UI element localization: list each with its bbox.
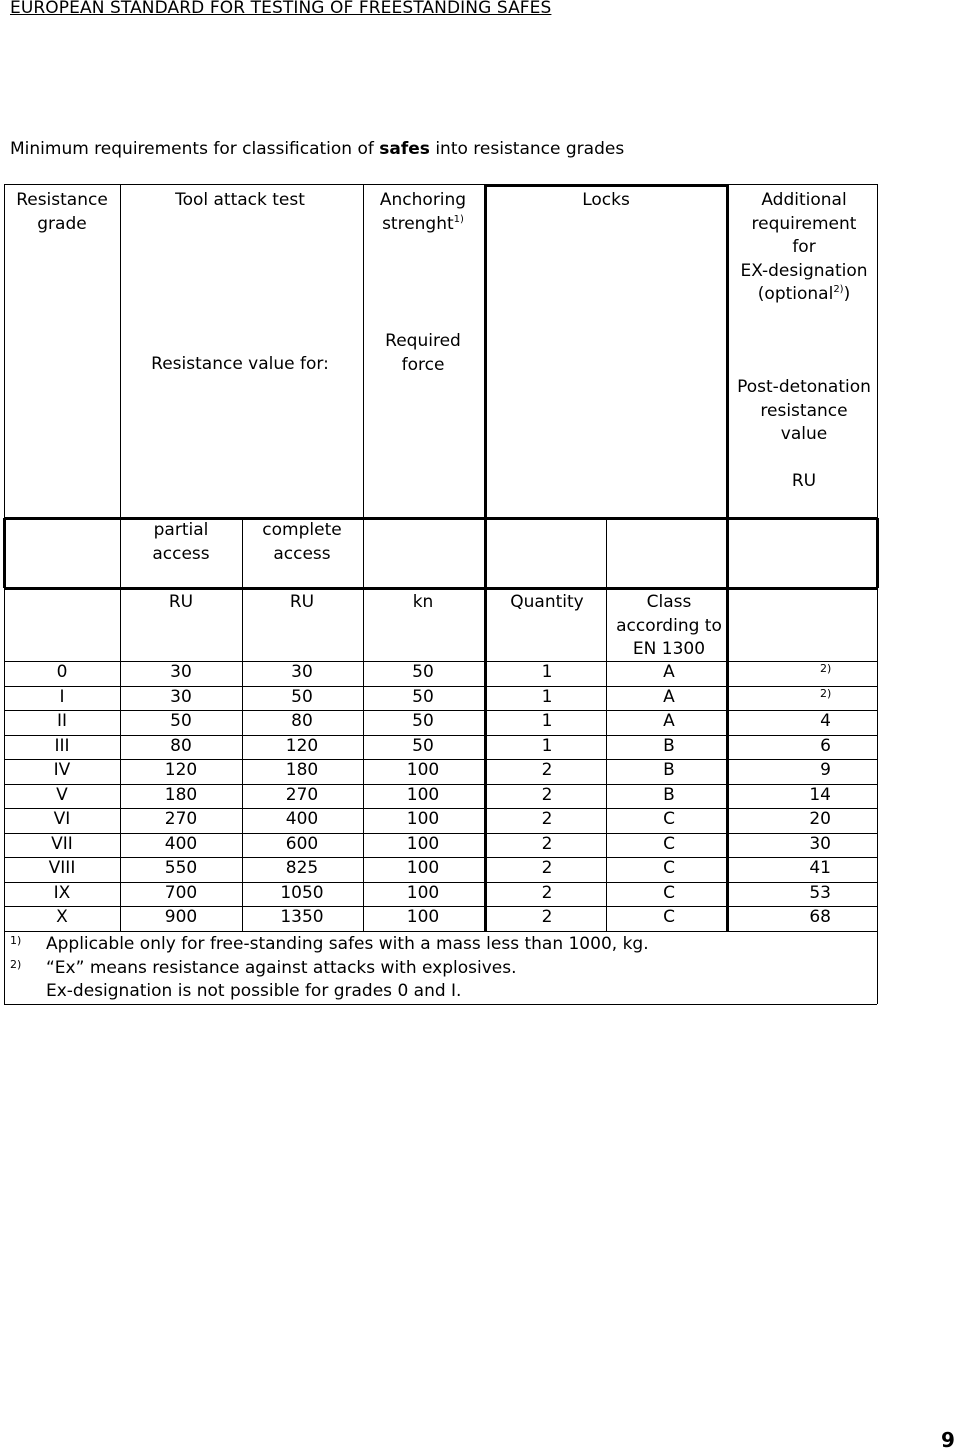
header-complete-access-line: access <box>273 543 331 564</box>
header-complete-access <box>243 519 361 566</box>
cell-ex-line: 53 <box>809 883 831 903</box>
cell-quantity <box>492 784 602 808</box>
unit-partial <box>122 591 240 615</box>
cell-complete-line: 1050 <box>280 883 324 903</box>
cell-complete <box>247 710 357 734</box>
cell-anchoring <box>368 882 478 906</box>
cell-quantity <box>492 808 602 832</box>
unit-partial-line: RU <box>168 592 194 612</box>
cell-anchoring <box>368 808 478 832</box>
cell-class <box>614 661 724 685</box>
cell-complete <box>247 661 357 685</box>
unit-class-line: EN 1300 <box>632 639 706 659</box>
cell-quantity <box>492 735 602 759</box>
cell-ex <box>689 906 831 930</box>
footnote-text: “Ex” means resistance against attacks with explosives. <box>46 957 517 978</box>
cell-complete-line: 50 <box>291 687 313 707</box>
cell-partial-line: 400 <box>164 834 198 854</box>
cell-quantity-line: 2 <box>541 809 553 829</box>
unit-anchoring-line: kn <box>412 592 434 612</box>
cell-grade <box>7 759 117 783</box>
unit-class-line: Class <box>646 592 692 612</box>
cell-quantity <box>492 710 602 734</box>
cell-grade-line: VIII <box>48 858 76 878</box>
caption-bold: safes <box>379 139 430 159</box>
unit-class-line: according to <box>616 615 722 636</box>
cell-ex-line: 14 <box>809 785 831 805</box>
table-rule <box>120 184 121 931</box>
header-anchoring-line: Anchoring <box>379 190 467 210</box>
cell-anchoring-line: 100 <box>406 785 440 805</box>
cell-anchoring-line: 100 <box>406 760 440 780</box>
cell-partial <box>126 784 236 808</box>
cell-complete <box>247 759 357 783</box>
cell-class-line: C <box>663 883 675 903</box>
cell-class-line: C <box>663 809 675 829</box>
cell-grade <box>7 833 117 857</box>
cell-partial-line: 30 <box>170 662 192 682</box>
cell-quantity-line: 2 <box>541 907 553 927</box>
page-number: 9 <box>941 1428 955 1452</box>
cell-ex <box>689 735 831 759</box>
locks-box-right <box>726 185 729 518</box>
cell-quantity-line: 1 <box>541 736 553 756</box>
subheader-rule-left <box>3 518 6 588</box>
cell-partial-line: 50 <box>170 711 192 731</box>
cell-anchoring <box>368 735 478 759</box>
locks-box-top <box>485 184 727 187</box>
header-post-detonation-line: resistance <box>760 400 848 421</box>
header-tool-attack-test <box>140 189 340 213</box>
cell-complete-line: 1350 <box>280 907 324 927</box>
header-post-detonation-line: value <box>780 424 828 444</box>
header-resistance-grade-line: grade <box>37 213 87 234</box>
caption-prefix: Minimum requirements for classification of <box>10 139 380 159</box>
unit-class <box>610 591 728 662</box>
cell-complete <box>247 882 357 906</box>
cell-quantity <box>492 686 602 710</box>
cell-grade <box>7 784 117 808</box>
cell-ex <box>689 833 831 857</box>
footnote-text: Ex-designation is not possible for grades 0 and I. <box>46 981 462 1001</box>
subheader-rule-right <box>876 518 879 588</box>
caption-suffix: into resistance grades <box>429 139 625 159</box>
header-additional-requirement-line: requirement <box>751 213 857 234</box>
cell-anchoring-line: 100 <box>406 883 440 903</box>
cell-quantity <box>492 833 602 857</box>
subheader-rule-bottom <box>4 587 877 590</box>
cell-partial <box>126 857 236 881</box>
cell-partial-line: 30 <box>170 687 192 707</box>
cell-quantity <box>492 661 602 685</box>
cell-anchoring <box>368 784 478 808</box>
cell-partial-line: 550 <box>164 858 198 878</box>
footnote-number: 2) <box>10 957 22 971</box>
cell-complete-line: 600 <box>285 834 319 854</box>
header-optional: (optional$^{2)}$) <box>757 284 851 304</box>
footnote-number: 1) <box>10 934 22 947</box>
header-additional-requirement-line: Additional <box>761 190 847 210</box>
cell-partial <box>126 833 236 857</box>
header-required-force-line: force <box>401 354 445 375</box>
cell-ex-line: 30 <box>809 834 831 854</box>
cell-ex <box>689 759 831 783</box>
cell-quantity-line: 2 <box>541 883 553 903</box>
cell-partial-line: 700 <box>164 883 198 903</box>
header-resistance-value-for-line: Resistance value for: <box>151 354 329 374</box>
cell-anchoring <box>368 857 478 881</box>
cell-complete <box>247 686 357 710</box>
cell-complete-line: 120 <box>285 736 319 756</box>
header-required-force <box>363 330 483 377</box>
cell-anchoring-line: 100 <box>406 858 440 878</box>
cell-anchoring <box>368 661 478 685</box>
unit-quantity <box>488 591 606 615</box>
safe-resistance-table <box>4 184 877 1004</box>
cell-anchoring-line: 100 <box>406 907 440 927</box>
cell-ex <box>689 710 831 734</box>
cell-partial <box>126 735 236 759</box>
cell-class-line: C <box>663 858 675 878</box>
cell-grade-line: III <box>54 736 70 756</box>
cell-grade <box>7 661 117 685</box>
header-post-detonation <box>730 376 878 447</box>
header-complete-access-line: complete <box>262 520 342 540</box>
header-anchoring-line: strenght$^{1)}$ <box>382 213 464 234</box>
header-additional-requirement-line: for <box>792 237 816 257</box>
cell-quantity-line: 2 <box>541 785 553 805</box>
cell-complete <box>247 833 357 857</box>
cell-partial <box>126 906 236 930</box>
unit-complete <box>243 591 361 615</box>
cell-partial-line: 80 <box>170 736 192 756</box>
header-partial-access-line: partial <box>153 520 209 540</box>
cell-ex-line: 9 <box>820 760 831 780</box>
footnote-text: Applicable only for free-standing safes with a mass less than 1000, kg. <box>46 934 649 954</box>
table-rule <box>4 184 877 185</box>
cell-grade-line: VI <box>53 809 71 829</box>
cell-complete <box>247 808 357 832</box>
cell-partial <box>126 808 236 832</box>
table-rule <box>606 518 607 931</box>
cell-complete-line: 80 <box>291 711 313 731</box>
cell-grade <box>7 735 117 759</box>
cell-grade <box>7 882 117 906</box>
cell-partial <box>126 759 236 783</box>
cell-anchoring <box>368 710 478 734</box>
cell-quantity-line: 2 <box>541 760 553 780</box>
cell-class-line: B <box>663 785 675 805</box>
cell-complete-line: 180 <box>285 760 319 780</box>
cell-class-line: B <box>663 736 675 756</box>
cell-grade-line: IV <box>53 760 71 780</box>
table-rule <box>242 518 243 931</box>
table-rule <box>4 184 5 1004</box>
cell-class-line: C <box>663 907 675 927</box>
row-rule <box>4 931 877 932</box>
header-additional-requirement <box>730 189 878 307</box>
cell-anchoring-line: 50 <box>412 736 434 756</box>
header-ru-additional-line: RU <box>791 471 817 491</box>
header-locks <box>506 189 706 213</box>
table-rule <box>4 1004 877 1005</box>
cell-quantity-line: 2 <box>541 834 553 854</box>
locks-col-left <box>484 661 487 931</box>
cell-grade-line: II <box>56 711 68 731</box>
cell-anchoring-line: 100 <box>406 809 440 829</box>
cell-anchoring <box>368 906 478 930</box>
cell-class-line: A <box>663 687 675 707</box>
cell-class <box>614 686 724 710</box>
cell-partial <box>126 882 236 906</box>
unit-quantity-line: Quantity <box>510 592 584 612</box>
cell-partial-line: 900 <box>164 907 198 927</box>
cell-partial <box>126 710 236 734</box>
cell-grade-line: 0 <box>56 662 68 682</box>
header-tool-attack-test-line: Tool attack test <box>175 190 305 210</box>
table-rule <box>363 184 364 931</box>
cell-grade <box>7 710 117 734</box>
cell-grade-line: V <box>56 785 68 805</box>
cell-quantity <box>492 857 602 881</box>
table-caption <box>10 139 624 159</box>
cell-complete <box>247 906 357 930</box>
cell-grade-line: I <box>59 687 65 707</box>
cell-complete <box>247 735 357 759</box>
cell-partial <box>126 686 236 710</box>
header-ru-additional <box>730 470 878 494</box>
cell-complete <box>247 857 357 881</box>
cell-ex-footnote-marker: 2) <box>820 687 832 700</box>
cell-anchoring-line: 50 <box>412 662 434 682</box>
header-additional-requirement-line: EX-designation <box>740 260 868 281</box>
cell-complete <box>247 784 357 808</box>
anchoring-footnote-marker: 1) <box>453 213 464 225</box>
cell-ex <box>689 808 831 832</box>
cell-ex-line: 68 <box>809 907 831 927</box>
cell-anchoring-line: 100 <box>406 834 440 854</box>
header-anchoring <box>363 189 483 236</box>
cell-ex-line: 4 <box>820 711 831 731</box>
cell-ex <box>689 857 831 881</box>
cell-grade <box>7 857 117 881</box>
cell-class-line: A <box>663 662 675 682</box>
cell-quantity-line: 1 <box>541 662 553 682</box>
cell-ex <box>689 784 831 808</box>
cell-quantity-line: 2 <box>541 858 553 878</box>
cell-ex-line: 20 <box>809 809 831 829</box>
cell-class-line: B <box>663 760 675 780</box>
cell-grade-line: IX <box>53 883 71 903</box>
cell-complete-line: 30 <box>291 662 313 682</box>
cell-ex-line: 41 <box>809 858 831 878</box>
cell-anchoring-line: 50 <box>412 711 434 731</box>
cell-partial-line: 180 <box>164 785 198 805</box>
header-locks-line: Locks <box>582 190 630 210</box>
unit-complete-line: RU <box>289 592 315 612</box>
cell-anchoring <box>368 686 478 710</box>
cell-complete-line: 400 <box>285 809 319 829</box>
cell-complete-line: 825 <box>285 858 319 878</box>
cell-anchoring-line: 50 <box>412 687 434 707</box>
cell-class-line: A <box>663 711 675 731</box>
cell-grade-line: X <box>56 907 68 927</box>
header-resistance-grade <box>4 189 120 236</box>
document-header-title: EUROPEAN STANDARD FOR TESTING OF FREESTANDING SAFES <box>10 0 552 18</box>
header-partial-access <box>122 519 240 566</box>
cell-grade <box>7 686 117 710</box>
header-post-detonation-line: Post-detonation <box>737 377 871 397</box>
cell-grade-line: VII <box>51 834 73 854</box>
header-resistance-value-for <box>140 353 340 377</box>
header-required-force-line: Required <box>385 331 461 351</box>
table-rule <box>877 184 878 1004</box>
cell-quantity-line: 1 <box>541 687 553 707</box>
cell-anchoring <box>368 833 478 857</box>
header-partial-access-line: access <box>152 543 210 564</box>
cell-quantity-line: 1 <box>541 711 553 731</box>
cell-complete-line: 270 <box>285 785 319 805</box>
header-resistance-grade-line: Resistance <box>16 190 108 210</box>
cell-ex <box>689 882 831 906</box>
cell-quantity <box>492 759 602 783</box>
cell-grade <box>7 906 117 930</box>
cell-ex-line: 6 <box>820 736 831 756</box>
cell-quantity <box>492 906 602 930</box>
cell-partial-line: 270 <box>164 809 198 829</box>
cell-partial <box>126 661 236 685</box>
cell-partial-line: 120 <box>164 760 198 780</box>
unit-anchoring <box>364 591 482 615</box>
cell-grade <box>7 808 117 832</box>
cell-quantity <box>492 882 602 906</box>
cell-class-line: C <box>663 834 675 854</box>
cell-ex-footnote-marker: 2) <box>820 662 832 675</box>
cell-anchoring <box>368 759 478 783</box>
optional-footnote-marker: 2) <box>833 284 844 295</box>
